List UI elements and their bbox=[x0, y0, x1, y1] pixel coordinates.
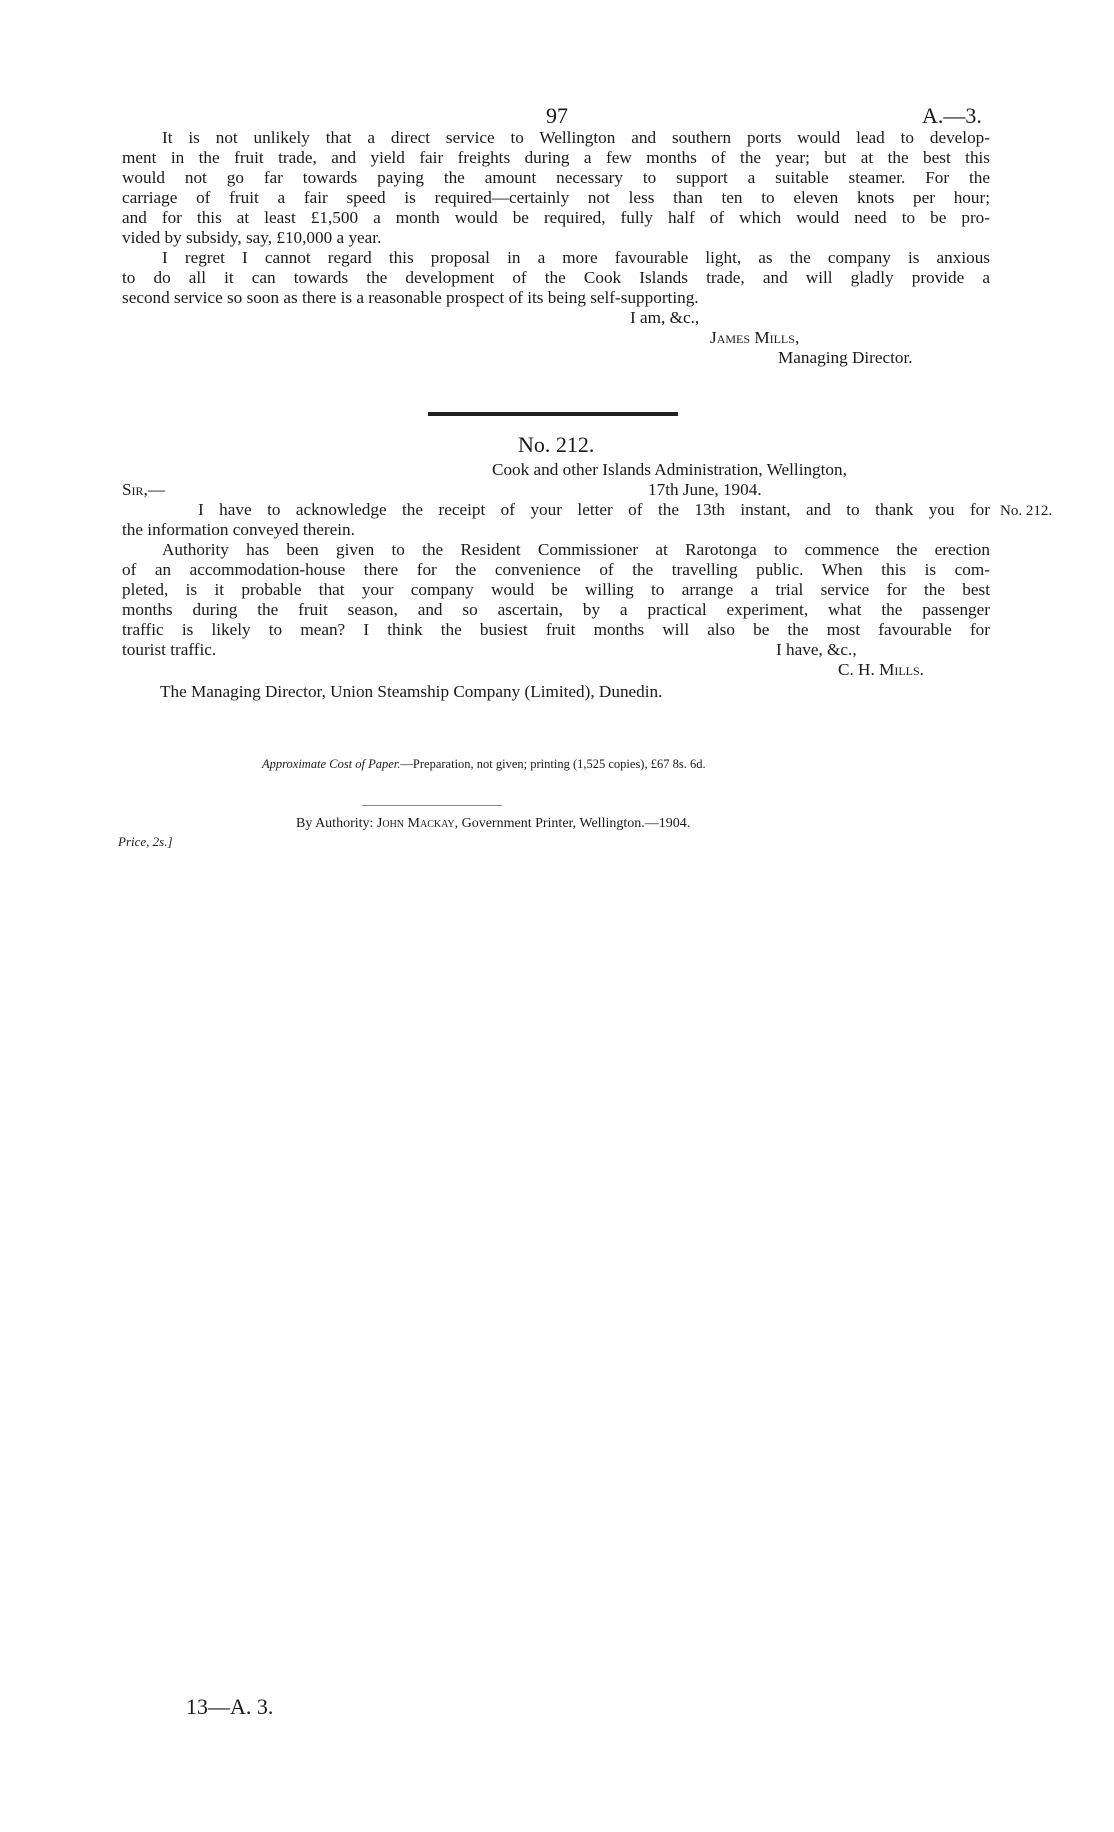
text-line: would not go far towards paying the amount necessary to support a suitable steamer. For the bbox=[122, 168, 990, 187]
text-line: Authority has been given to the Resident Commissioner at Rarotonga to commence the erection bbox=[162, 540, 990, 559]
margin-note: No. 212. bbox=[1000, 503, 1053, 519]
text-line: tourist traffic. bbox=[122, 640, 217, 659]
text-line: traffic is likely to mean? I think the busiest fruit months will also be the most favourable for bbox=[122, 620, 990, 639]
section-divider bbox=[428, 412, 678, 416]
authority-prefix: By Authority: bbox=[296, 816, 377, 831]
text-line: months during the fruit season, and so ascertain, by a practical experiment, what the passenger bbox=[122, 600, 990, 619]
text-line: of an accommodation-house there for the convenience of the travelling public. When this is com- bbox=[122, 560, 990, 579]
letter-date: 17th June, 1904. bbox=[648, 480, 762, 499]
letter1-signature: James Mills, bbox=[710, 328, 800, 347]
sender-address: Cook and other Islands Administration, Wellington, bbox=[492, 460, 847, 479]
addressee: The Managing Director, Union Steamship Company (Limited), Dunedin. bbox=[160, 682, 663, 701]
text-line: pleted, is it probable that your company would be willing to arrange a trial service for the best bbox=[122, 580, 990, 599]
text-line: I regret I cannot regard this proposal in a more favourable light, as the company is anxious bbox=[162, 248, 990, 267]
cost-details: —Preparation, not given; printing (1,525 copies), £67 8s. 6d. bbox=[400, 757, 706, 771]
printer-signature-mark: 13—A. 3. bbox=[186, 1694, 274, 1719]
price: Price, 2s.] bbox=[118, 834, 173, 849]
letter1-closing: I am, &c., bbox=[630, 308, 700, 327]
text-line: vided by subsidy, say, £10,000 a year. bbox=[122, 228, 382, 247]
text-line: carriage of fruit a fair speed is required—certainly not less than ten to eleven knots per hour; bbox=[122, 188, 990, 207]
text-line: to do all it can towards the development of the Cook Islands trade, and will gladly provide a bbox=[122, 268, 990, 287]
cost-label: Approximate Cost of Paper. bbox=[262, 757, 401, 771]
printer-authority bbox=[296, 815, 690, 833]
salutation: Sir,— bbox=[122, 480, 166, 499]
document-reference: A.—3. bbox=[922, 103, 982, 128]
letter2-signature: C. H. Mills. bbox=[838, 660, 924, 679]
letter2-closing: I have, &c., bbox=[776, 640, 857, 659]
printer-name: John Mackay bbox=[376, 816, 455, 831]
text-line: It is not unlikely that a direct service to Wellington and southern ports would lead to develop- bbox=[162, 128, 990, 147]
authority-suffix: , Government Printer, Wellington.—1904. bbox=[454, 816, 691, 831]
footer-divider bbox=[362, 805, 502, 806]
text-line: and for this at least £1,500 a month would be required, fully half of which would need to be pro- bbox=[122, 208, 990, 227]
text-line: I have to acknowledge the receipt of your letter of the 13th instant, and to thank you for bbox=[198, 500, 990, 519]
text-line: second service so soon as there is a reasonable prospect of its being self-supporting. bbox=[122, 288, 699, 307]
page-number: 97 bbox=[546, 103, 568, 128]
text-line: ment in the fruit trade, and yield fair freights during a few months of the year; but at the best this bbox=[122, 148, 990, 167]
text-line: the information conveyed therein. bbox=[122, 520, 355, 539]
cost-note bbox=[262, 756, 706, 772]
letter1-signatory-title: Managing Director. bbox=[778, 348, 913, 367]
letter-heading: No. 212. bbox=[518, 432, 595, 457]
